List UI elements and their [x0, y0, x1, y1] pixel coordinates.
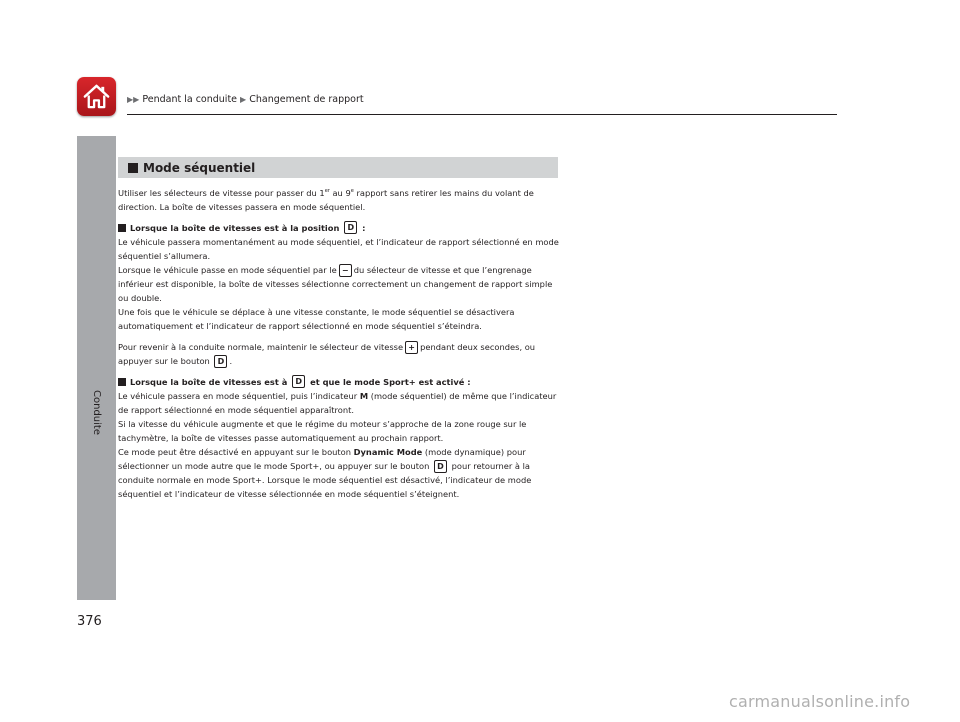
chapter-side-tab [77, 136, 116, 600]
home-button[interactable] [77, 77, 116, 116]
paragraph: Le véhicule passera momentanément au mode séquentiel, et l’indicateur de rapport sélectionné en mode séquentiel s’allumera. [118, 236, 559, 261]
d-key-icon: D [344, 221, 357, 234]
paragraph: Pour revenir à la conduite normale, maintenir le sélecteur de vitesse + pendant deux secondes, ou appuyer sur le bouton D . [118, 341, 536, 366]
paragraph: Le véhicule passera en mode séquentiel, puis l’indicateur M (mode séquentiel) de même que l’indicateur de rapport sélectionné en mode séquentiel apparaîtront. [118, 390, 557, 415]
breadcrumb-arrow-icon: ▶▶ [127, 95, 140, 104]
chapter-label: Conduite [91, 390, 102, 435]
paragraph: Une fois que le véhicule se déplace à une vitesse constante, le mode séquentiel se désactivera automatiquement et l’indicateur de rapport sélectionné en mode séquentiel s’éteindra. [118, 306, 515, 331]
minus-key-icon: − [339, 264, 352, 277]
intro-paragraph: Utiliser les sélecteurs de vitesse pour passer du 1er au 9e rapport sans retirer les mains du volant de direction. La boîte de vitesses passera en mode séquentiel. [118, 187, 534, 212]
d-key-icon: D [434, 460, 447, 473]
section-heading-bar [118, 157, 558, 178]
paragraph: Ce mode peut être désactivé en appuyant sur le bouton Dynamic Mode (mode dynamique) pour sélectionner un mode autre que le mode Sport+, ou appuyer sur le bouton D pour retourner à la conduite normale en mode Sport+. Lorsque le mode séquentiel est désactivé, l’indicateur de mode séquentiel et l’indicateur de vitesse sélectionnée en mode séquentiel s’éteignent. [118, 446, 532, 499]
main-content [118, 184, 563, 501]
breadcrumb-arrow-icon: ▶ [240, 95, 247, 104]
subheading-square-icon [118, 378, 126, 386]
d-key-icon: D [292, 375, 305, 388]
breadcrumb [127, 94, 364, 105]
breadcrumb-link-driving[interactable]: Pendant la conduite [142, 94, 238, 105]
section-square-icon [128, 163, 138, 173]
breadcrumb-link-shifting[interactable]: Changement de rapport [249, 94, 364, 105]
subheading-square-icon [118, 224, 126, 232]
subheading-sport-plus: Lorsque la boîte de vitesses est à D et que le mode Sport+ est activé : [118, 375, 563, 389]
subheading-position-d: Lorsque la boîte de vitesses est à la position D : [118, 221, 563, 235]
paragraph: Si la vitesse du véhicule augmente et que le régime du moteur s’approche de la zone rouge sur le tachymètre, la boîte de vitesses passe automatiquement au prochain rapport. [118, 418, 527, 443]
header-divider [127, 114, 837, 115]
page-number: 376 [77, 614, 102, 629]
plus-key-icon: + [405, 341, 418, 354]
paragraph: Lorsque le véhicule passe en mode séquentiel par le − du sélecteur de vitesse et que l’engrenage inférieur est disponible, la boîte de vitesses sélectionne correctement un changement de rapport simple ou double. [118, 264, 553, 303]
d-key-icon: D [214, 355, 227, 368]
watermark: carmanualsonline.info [729, 692, 911, 711]
home-icon [82, 82, 111, 111]
section-title: Mode séquentiel [143, 160, 256, 175]
